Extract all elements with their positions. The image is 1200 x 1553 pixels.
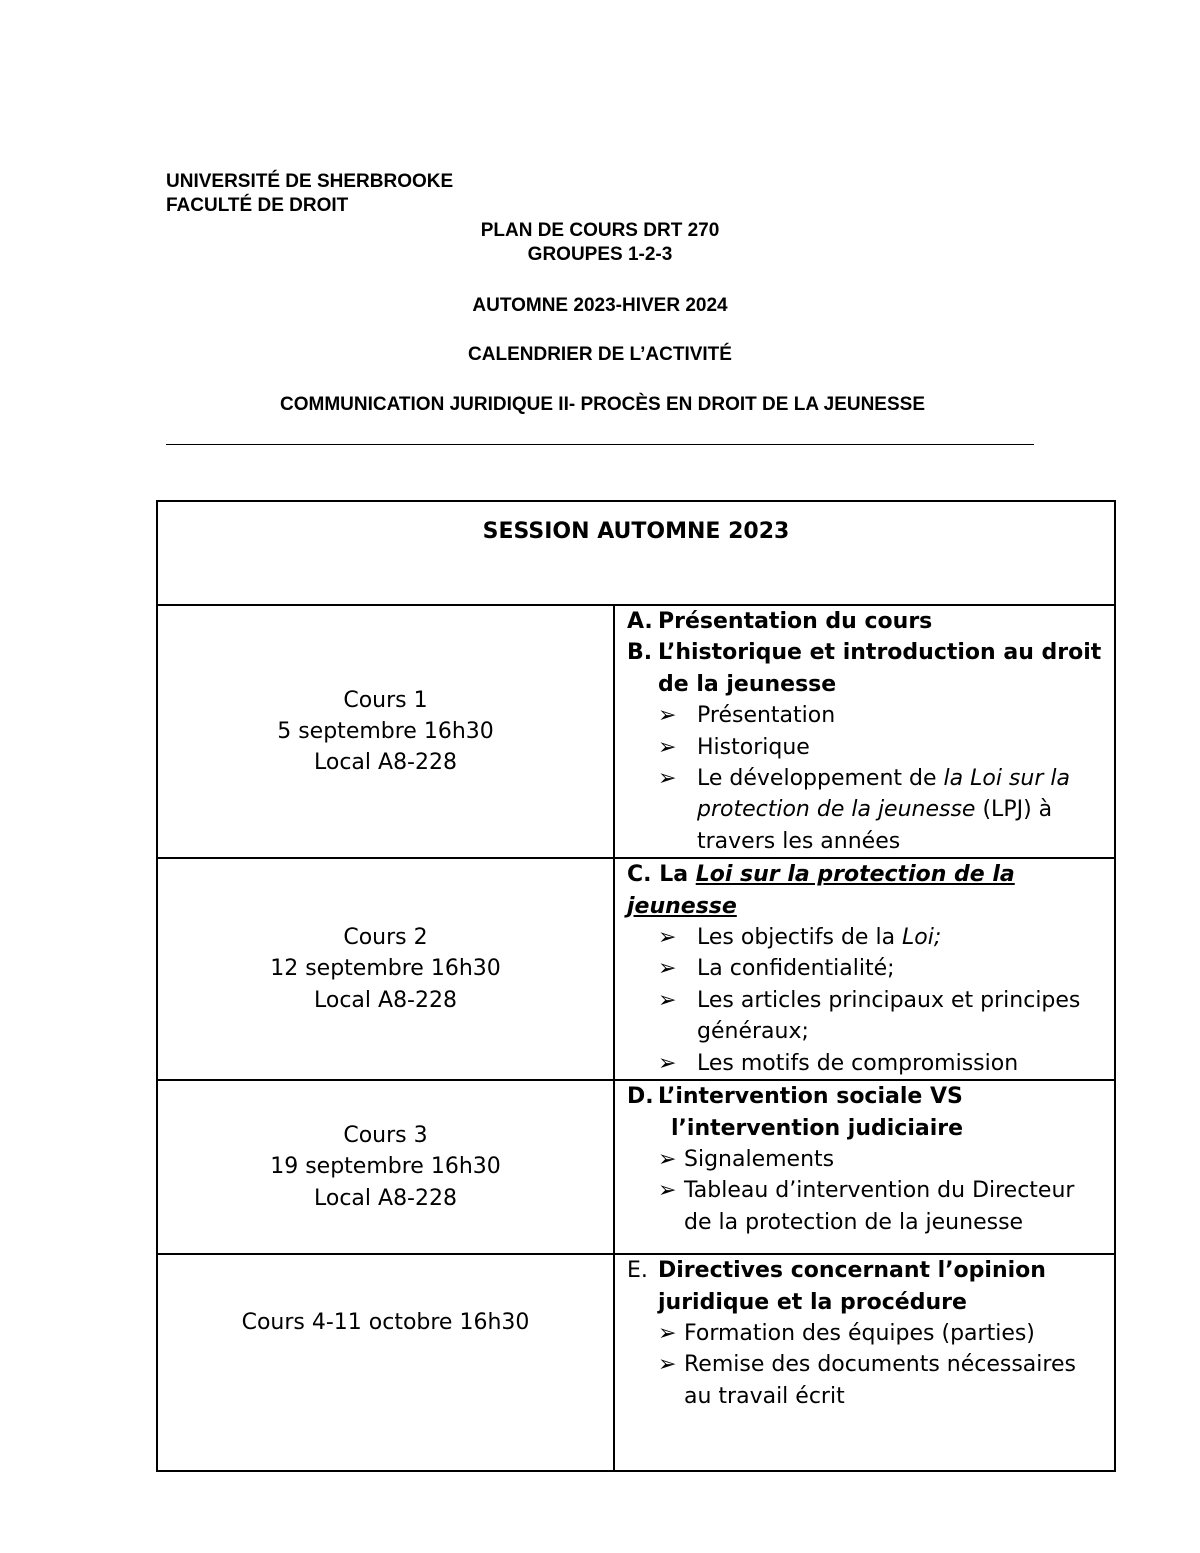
section-heading: C. La Loi sur la protection de la jeunesse [627, 862, 1015, 919]
section-heading: E. Directives concernant l’opinion juridique et la procédure [627, 1258, 1046, 1315]
header-divider [166, 444, 1034, 445]
class-date: 5 septembre 16h30 [277, 718, 494, 744]
faculty-name: FACULTÉ DE DROIT [166, 195, 349, 216]
course-groups: GROUPES 1-2-3 [527, 244, 673, 265]
list-item: ➢ Formation des équipes (parties) [627, 1318, 1108, 1349]
calendar-heading: CALENDRIER DE L’ACTIVITÉ [468, 344, 732, 365]
section-heading: B. L’historique et introduction au droit de la jeunesse [627, 640, 1102, 697]
arrowhead-bullet-icon: ➢ [658, 1178, 677, 1204]
table-row [157, 605, 1115, 858]
session-date-cell [157, 1080, 614, 1254]
class-number: Cours 3 [343, 1122, 428, 1148]
topics-cell [614, 1254, 1115, 1471]
section-heading: D. L’intervention sociale VS [627, 1084, 963, 1110]
schedule-table [156, 500, 1116, 1472]
topics-cell [614, 605, 1115, 858]
course-name: COMMUNICATION JURIDIQUE II- PROCÈS EN DROIT DE LA JEUNESSE [280, 394, 925, 415]
section-heading-continued: l’intervention judiciaire [671, 1115, 964, 1141]
list-item: ➢ Historique [627, 732, 1108, 763]
class-number: Cours 4-11 octobre 16h30 [241, 1310, 530, 1336]
list-item: ➢ Le développement de la Loi sur la protection de la jeunesse (LPJ) à travers les années [627, 763, 1108, 857]
table-row [157, 1254, 1115, 1471]
list-item: ➢ La confidentialité; [627, 953, 1108, 984]
topics-cell [614, 858, 1115, 1080]
law-title: la Loi sur la protection de la jeunesse [697, 766, 1070, 823]
session-date-cell [157, 1254, 614, 1471]
class-room: Local A8-228 [314, 987, 457, 1013]
arrowhead-bullet-icon: ➢ [658, 1352, 677, 1378]
arrowhead-bullet-icon: ➢ [658, 1050, 677, 1076]
table-row [157, 858, 1115, 1080]
arrowhead-bullet-icon: ➢ [658, 734, 677, 760]
academic-terms: AUTOMNE 2023-HIVER 2024 [472, 295, 728, 316]
list-item: ➢ Signalements [627, 1144, 1108, 1175]
university-name: UNIVERSITÉ DE SHERBROOKE [166, 171, 454, 192]
session-date-cell [157, 858, 614, 1080]
class-room: Local A8-228 [314, 750, 457, 776]
list-item: ➢ Tableau d’intervention du Directeur de la protection de la jeunesse [627, 1175, 1108, 1238]
session-date-cell [157, 605, 614, 858]
course-plan-title: PLAN DE COURS DRT 270 [480, 220, 720, 241]
list-item: ➢ Les motifs de compromission [627, 1048, 1108, 1079]
list-item: ➢ Présentation [627, 700, 1108, 731]
class-room: Local A8-228 [314, 1185, 457, 1211]
class-number: Cours 2 [343, 925, 428, 951]
session-header-cell [157, 501, 1115, 605]
list-item: ➢ Les articles principaux et principes généraux; [627, 985, 1108, 1048]
session-title: SESSION AUTOMNE 2023 [482, 519, 790, 544]
arrowhead-bullet-icon: ➢ [658, 956, 677, 982]
list-item: ➢ Remise des documents nécessaires au travail écrit [627, 1349, 1108, 1412]
list-item: ➢ Les objectifs de la Loi; [627, 922, 1108, 953]
table-row [157, 1080, 1115, 1254]
arrowhead-bullet-icon: ➢ [658, 987, 677, 1013]
class-date: 12 septembre 16h30 [270, 956, 501, 982]
class-date: 19 septembre 16h30 [270, 1154, 501, 1180]
arrowhead-bullet-icon: ➢ [658, 925, 677, 951]
section-heading: A. Présentation du cours [627, 609, 933, 634]
arrowhead-bullet-icon: ➢ [658, 1146, 677, 1172]
law-title: Loi sur la protection de la jeunesse [627, 862, 1015, 919]
arrowhead-bullet-icon: ➢ [658, 703, 677, 729]
topics-cell [614, 1080, 1115, 1254]
arrowhead-bullet-icon: ➢ [658, 766, 677, 792]
class-number: Cours 1 [343, 687, 428, 713]
arrowhead-bullet-icon: ➢ [658, 1320, 677, 1346]
